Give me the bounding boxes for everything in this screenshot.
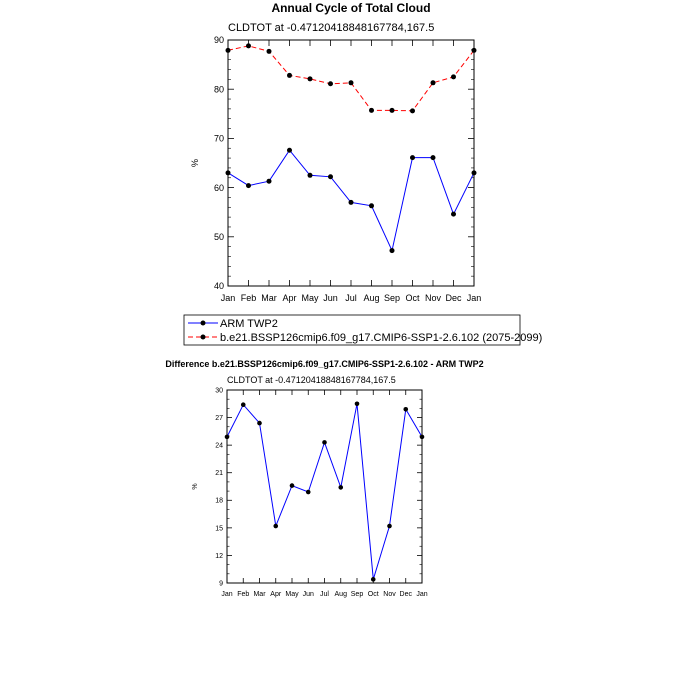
x-tick-label: Oct	[367, 591, 379, 598]
data-point	[451, 74, 456, 79]
data-point	[328, 81, 333, 86]
x-tick-label: Feb	[237, 591, 250, 598]
x-tick-label: Jan	[416, 591, 428, 598]
data-point	[225, 435, 230, 440]
data-point	[451, 212, 456, 217]
data-point	[267, 179, 272, 184]
data-point	[431, 80, 436, 85]
data-point	[273, 524, 278, 529]
x-tick-label: Aug	[363, 293, 380, 303]
x-tick-label: Feb	[240, 293, 257, 303]
data-point	[287, 148, 292, 153]
chart-title: Difference b.e21.BSSP126cmip6.f09_g17.CMIP6-SSP1-2.6.102 - ARM TWP2	[165, 359, 484, 369]
x-tick-label: Jan	[466, 293, 482, 303]
data-point	[369, 108, 374, 113]
y-tick-label: 60	[213, 182, 224, 193]
y-axis-label: %	[190, 158, 200, 168]
legend-label: b.e21.BSSP126cmip6.f09_g17.CMIP6-SSP1-2.6.102 (2075-2099)	[220, 332, 543, 344]
data-point	[246, 183, 251, 188]
data-point	[349, 80, 354, 85]
chart-title: Annual Cycle of Total Cloud	[271, 1, 431, 15]
x-tick-label: Dec	[445, 293, 462, 303]
data-point	[246, 43, 251, 48]
x-tick-label: Jan	[220, 293, 236, 303]
y-tick-label: 15	[215, 525, 223, 533]
x-tick-label: Aug	[334, 591, 347, 598]
x-tick-label: Nov	[424, 293, 442, 303]
data-point	[308, 173, 313, 178]
data-point	[472, 170, 477, 175]
x-tick-label: Jun	[323, 293, 338, 303]
data-point	[349, 200, 354, 205]
chart-subtitle: CLDTOT at -0.47120418848167784,167.5	[228, 22, 435, 34]
x-tick-label: Sep	[350, 591, 364, 598]
x-tick-label: Apr	[270, 591, 282, 598]
data-point	[371, 577, 376, 582]
legend-label: ARM TWP2	[220, 318, 278, 330]
data-point	[431, 155, 436, 160]
y-tick-label: 21	[215, 470, 223, 478]
data-point	[267, 49, 272, 54]
y-tick-label: 18	[215, 497, 223, 505]
data-point	[306, 490, 311, 495]
data-point	[390, 108, 395, 113]
x-tick-label: Sep	[383, 293, 401, 303]
data-point	[472, 48, 477, 53]
data-point	[410, 108, 415, 113]
y-tick-label: 40	[213, 281, 224, 292]
x-tick-label: Mar	[261, 293, 277, 303]
data-point	[287, 73, 292, 78]
x-tick-label: Jun	[302, 591, 314, 598]
data-point	[369, 203, 374, 208]
x-tick-label: Nov	[383, 591, 396, 598]
y-tick-label: 80	[213, 84, 224, 95]
x-tick-label: Jul	[320, 591, 329, 598]
x-tick-label: Jan	[221, 591, 233, 598]
x-tick-label: Dec	[399, 591, 412, 598]
y-axis-label: %	[192, 483, 199, 490]
y-tick-label: 50	[213, 231, 224, 242]
x-tick-label: Jul	[345, 293, 357, 303]
y-tick-label: 27	[215, 415, 223, 423]
x-tick-label: Apr	[282, 293, 297, 303]
data-point	[308, 76, 313, 81]
x-tick-label: May	[301, 293, 319, 303]
legend-swatch-marker	[201, 321, 206, 326]
y-tick-label: 9	[219, 580, 223, 588]
plot-frame	[228, 40, 474, 286]
data-point	[420, 435, 425, 440]
data-point	[338, 485, 343, 490]
y-tick-label: 24	[215, 442, 223, 450]
data-point	[226, 170, 231, 175]
data-point	[390, 248, 395, 253]
data-point	[328, 174, 333, 179]
data-point	[322, 440, 327, 445]
data-point	[241, 402, 246, 407]
series-line-1	[228, 46, 474, 111]
x-tick-label: May	[285, 591, 299, 598]
data-point	[290, 483, 295, 488]
y-tick-label: 12	[215, 552, 223, 560]
data-point	[410, 155, 415, 160]
x-tick-label: Mar	[253, 591, 266, 598]
data-point	[403, 407, 408, 412]
data-point	[226, 48, 231, 53]
y-tick-label: 30	[215, 387, 223, 395]
x-tick-label: Oct	[405, 293, 420, 303]
data-point	[257, 421, 262, 426]
series-line-0	[227, 404, 422, 580]
data-point	[355, 401, 360, 406]
data-point	[387, 524, 392, 529]
y-tick-label: 70	[213, 133, 224, 144]
legend-swatch-marker	[201, 335, 206, 340]
chart-subtitle: CLDTOT at -0.47120418848167784,167.5	[227, 375, 396, 385]
y-tick-label: 90	[213, 35, 224, 46]
